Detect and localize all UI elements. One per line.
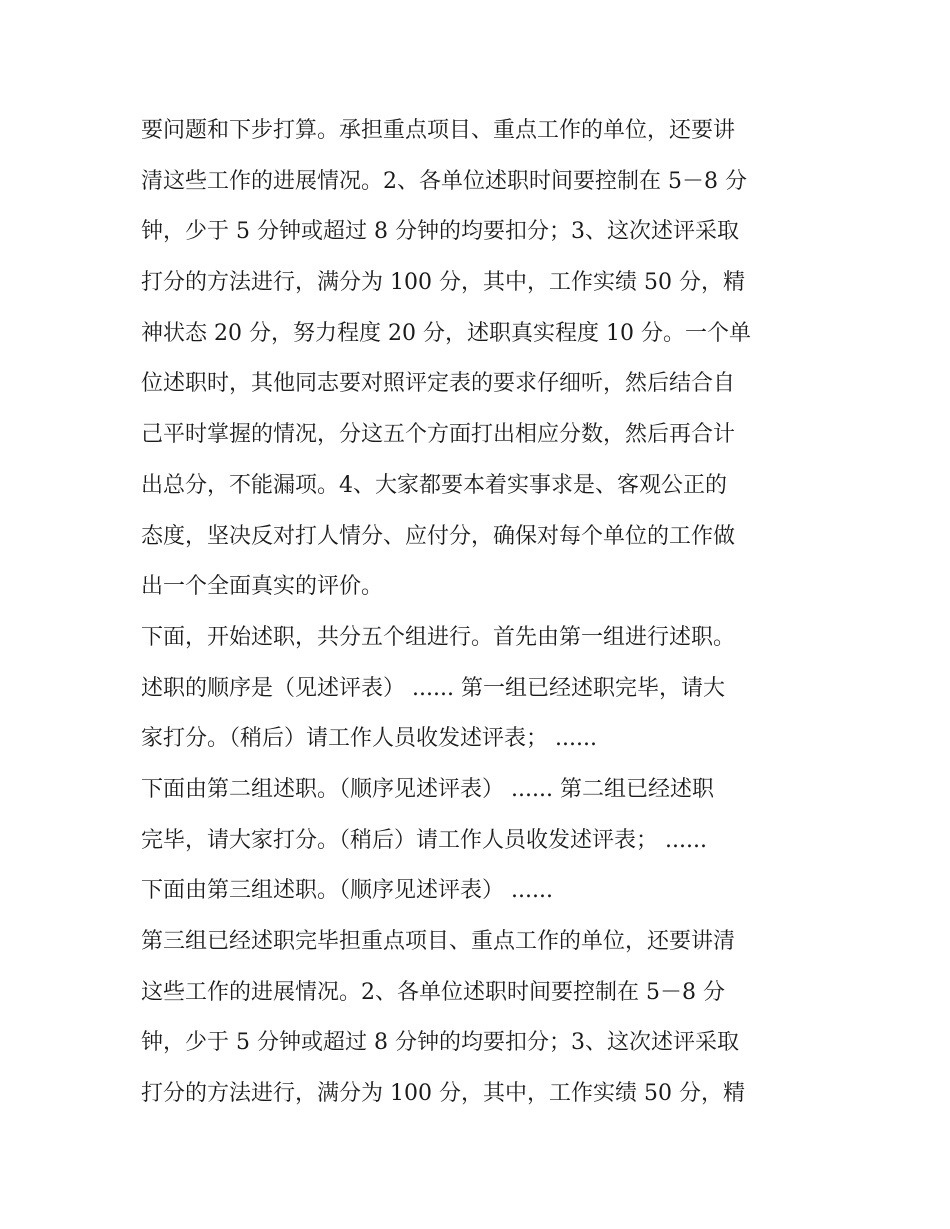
text-line: 位述职时，其他同志要对照评定表的要求仔细听，然后结合自 [141,371,736,397]
text-line: 出总分，不能漏项。4、大家都要本着实事求是、客观公正的 [141,472,727,498]
text-line: 下面由第三组述职。（顺序见述评表） ...... [141,878,553,904]
text-line: 清这些工作的进展情况。2、各单位述职时间要控制在 5－8 分 [141,168,747,194]
text-line: 家打分。（稍后）请工作人员收发述评表； ...... [141,726,597,752]
text-line: 打分的方法进行，满分为 100 分，其中，工作实绩 50 分，精 [141,270,745,296]
text-line: 态度，坚决反对打人情分、应付分，确保对每个单位的工作做 [141,523,736,549]
text-line: 己平时掌握的情况，分这五个方面打出相应分数，然后再合计 [141,422,736,448]
text-line: 第三组已经述职完毕担重点项目、重点工作的单位，还要讲清 [141,929,736,954]
text-line: 述职的顺序是（见述评表） ...... 第一组已经述职完毕，请大 [141,675,725,701]
text-line: 下面由第二组述职。（顺序见述评表） ...... 第二组已经述职 [141,776,714,802]
text-line: 打分的方法进行，满分为 100 分，其中，工作实绩 50 分，精 [141,1081,745,1107]
text-line: 出一个全面真实的评价。 [141,574,384,600]
text-line: 神状态 20 分，努力程度 20 分，述职真实程度 10 分。一个单 [141,320,751,346]
text-line: 要问题和下步打算。承担重点项目、重点工作的单位，还要讲 [141,118,736,143]
text-line: 钟，少于 5 分钟或超过 8 分钟的均要扣分；3、这次述评采取 [141,1030,739,1056]
body-text [141,106,841,1120]
text-line: 钟，少于 5 分钟或超过 8 分钟的均要扣分；3、这次述评采取 [141,219,739,245]
text-line: 下面，开始述职，共分五个组进行。首先由第一组进行述职。 [141,624,736,650]
text-line: 这些工作的进展情况。2、各单位述职时间要控制在 5－8 分 [141,979,725,1005]
text-line: 完毕，请大家打分。（稍后）请工作人员收发述评表； ...... [141,827,707,853]
